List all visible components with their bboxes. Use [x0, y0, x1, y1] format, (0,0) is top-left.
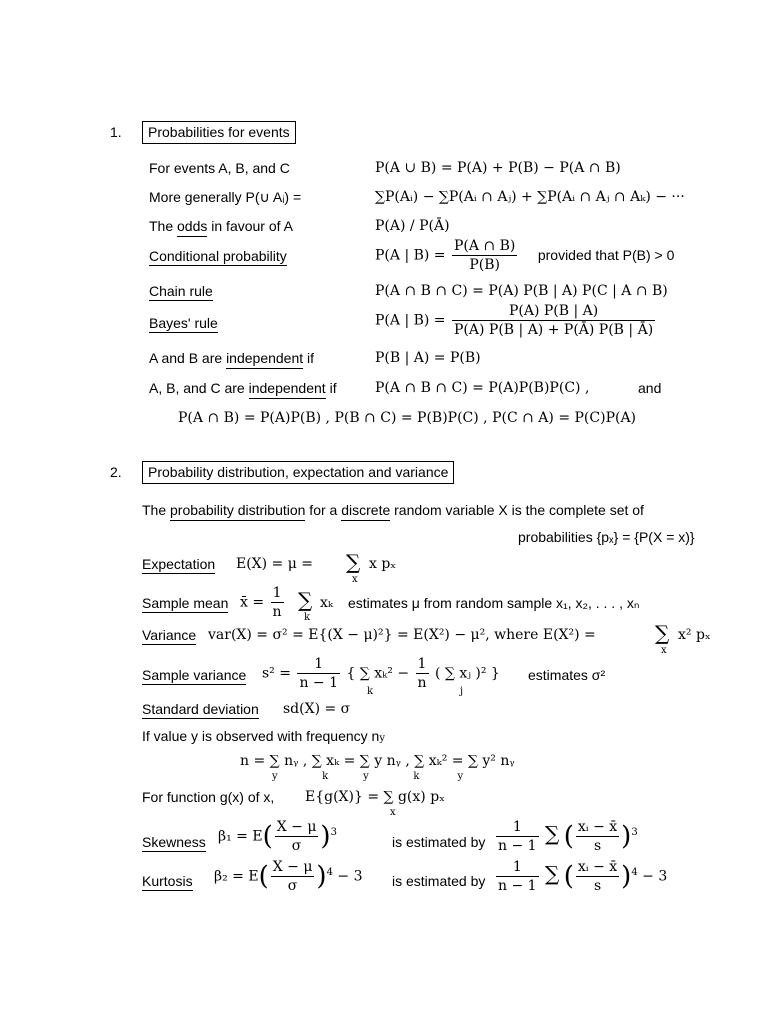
variance-tail: x² pₓ	[678, 627, 711, 643]
section-2-number: 2.	[110, 464, 122, 480]
skewness-rule: β₁ = E( $\frac{X - \mu}{\sigma}$ )$^3$	[218, 819, 337, 854]
bayes-denominator: P(A) P(B | A) + P(Ā) P(B | Ā)	[454, 322, 654, 338]
bayes-rule: P(A | B) = $\frac{P(A) P(B | A)}{P(A) P(B | A) + P(Ā) P(B | Ā)}$	[375, 303, 654, 338]
odds-rule: P(A) / P(Ā)	[375, 218, 450, 234]
independent-term: independent	[226, 350, 303, 369]
conditional-term: Conditional probability	[149, 248, 287, 264]
frequency-rule: n = ∑ nᵧ , ∑ xₖ = ∑ y nᵧ , ∑ xₖ² = ∑ y² nᵧ	[240, 753, 515, 769]
sample-variance-index-j: j	[460, 686, 464, 697]
frequency-subscript: y	[379, 733, 385, 744]
variance-term: Variance	[142, 627, 197, 643]
conditional-note: provided that P(B) > 0	[537, 246, 675, 263]
kurtosis-rule: β₂ = E( $\frac{X - \mu}{\sigma}$ )$^4$ − 3	[214, 859, 363, 894]
variance-index: x	[661, 645, 667, 656]
expectation-tail: x pₓ	[369, 556, 397, 572]
union-rule: P(A ∪ B) = P(A) + P(B) − P(A ∩ B)	[375, 160, 621, 176]
sample-mean-tail: xₖ	[320, 595, 334, 611]
sample-variance-note: estimates σ²	[528, 667, 606, 683]
sample-variance-rule: s² = $\frac{1}{n - 1}$ { ∑ xₖ² − $\frac{1}{n}$ ( ∑ xⱼ )² }	[262, 656, 500, 691]
kurtosis-term: Kurtosis	[142, 873, 193, 889]
odds-term: odds	[177, 218, 207, 237]
indep3-and: and	[638, 380, 662, 396]
indep2-label: A and B are independent if	[149, 351, 314, 365]
expectation-sum: ∑	[346, 550, 361, 574]
sample-mean-note: estimates μ from random sample x₁, x₂, . . . , xₙ	[348, 595, 640, 611]
indep2-rule: P(B | A) = P(B)	[375, 350, 481, 366]
function-index: x	[390, 807, 396, 818]
chain-rule: P(A ∩ B ∩ C) = P(A) P(B | A) P(C | A ∩ B)	[375, 283, 668, 299]
conditional-denominator: P(B)	[469, 257, 500, 273]
probability-distribution-term: probability distribution	[170, 502, 305, 521]
indep3-label: A, B, and C are independent if	[149, 381, 337, 395]
sd-rule: sd(X) = σ	[283, 701, 351, 717]
independent-term: independent	[249, 380, 326, 399]
sample-variance-term: Sample variance	[142, 667, 247, 683]
skewness-note: is estimated by	[392, 834, 486, 850]
kurtosis-estimator: $\frac{1}{n - 1}$ ∑ ( $\frac{\text{xᵢ − x̄}}{s}$ )$^4$ − 3	[498, 859, 668, 894]
expectation-rule: E(X) = μ =	[236, 556, 314, 572]
function-text: For function g(x) of x,	[142, 789, 275, 805]
intro-line-2: probabilities {pₓ} = {P(X = x)}	[518, 529, 695, 545]
conditional-numerator: P(A ∩ B)	[454, 238, 516, 254]
bayes-numerator: P(A) P(B | A)	[452, 304, 655, 321]
sample-variance-index-k: k	[367, 686, 374, 697]
sample-mean-sum: ∑	[298, 588, 313, 612]
chain-term: Chain rule	[149, 283, 213, 299]
skewness-estimator: $\frac{1}{n - 1}$ ∑ ( $\frac{\text{xᵢ − x̄}}{s}$ )$^3$	[498, 819, 638, 854]
function-rule: E{g(X)} = ∑ g(x) pₓ	[305, 789, 446, 805]
sample-mean-rule: x̄ = $\frac{1}{n}$	[240, 585, 282, 620]
indep3-rule: P(A ∩ B ∩ C) = P(A)P(B)P(C) ,	[375, 380, 590, 396]
expectation-index: x	[352, 574, 358, 585]
variance-sum: ∑	[655, 621, 670, 645]
section-2-title: Probability distribution, expectation and variance	[142, 461, 454, 484]
bayes-term: Bayes' rule	[149, 315, 218, 331]
skewness-term: Skewness	[142, 834, 206, 850]
intro-line-1: The probability distribution for a discrete random variable X is the complete set of	[142, 503, 644, 517]
section-1-title: Probabilities for events	[142, 121, 296, 144]
general-label: More generally P(∪ Aᵢ) =	[149, 189, 302, 205]
sample-mean-index: k	[304, 612, 311, 623]
conditional-rule: P(A | B) = $\frac{P(A \cap B)}{P(B)}$ provided that P(B) > 0	[375, 238, 675, 273]
expectation-term: Expectation	[142, 556, 216, 572]
frequency-indices: y k y k y	[272, 771, 464, 782]
general-rule: ∑P(Aᵢ) − ∑P(Aᵢ ∩ Aⱼ) + ∑P(Aᵢ ∩ Aⱼ ∩ Aₖ) − ···	[375, 189, 685, 205]
section-1-number: 1.	[110, 124, 122, 140]
odds-label: The odds in favour of A	[149, 219, 293, 233]
kurtosis-note: is estimated by	[392, 873, 486, 889]
discrete-term: discrete	[341, 502, 390, 521]
pairwise-rule: P(A ∩ B) = P(A)P(B) , P(B ∩ C) = P(B)P(C) , P(C ∩ A) = P(C)P(A)	[178, 410, 637, 426]
events-label: For events A, B, and C	[149, 160, 290, 176]
frequency-text: If value y is observed with frequency ny	[142, 728, 385, 744]
sample-mean-term: Sample mean	[142, 595, 229, 611]
sd-term: Standard deviation	[142, 701, 259, 717]
variance-rule: var(X) = σ² = E{(X − μ)²} = E(X²) − μ², where E(X²) =	[208, 627, 596, 643]
